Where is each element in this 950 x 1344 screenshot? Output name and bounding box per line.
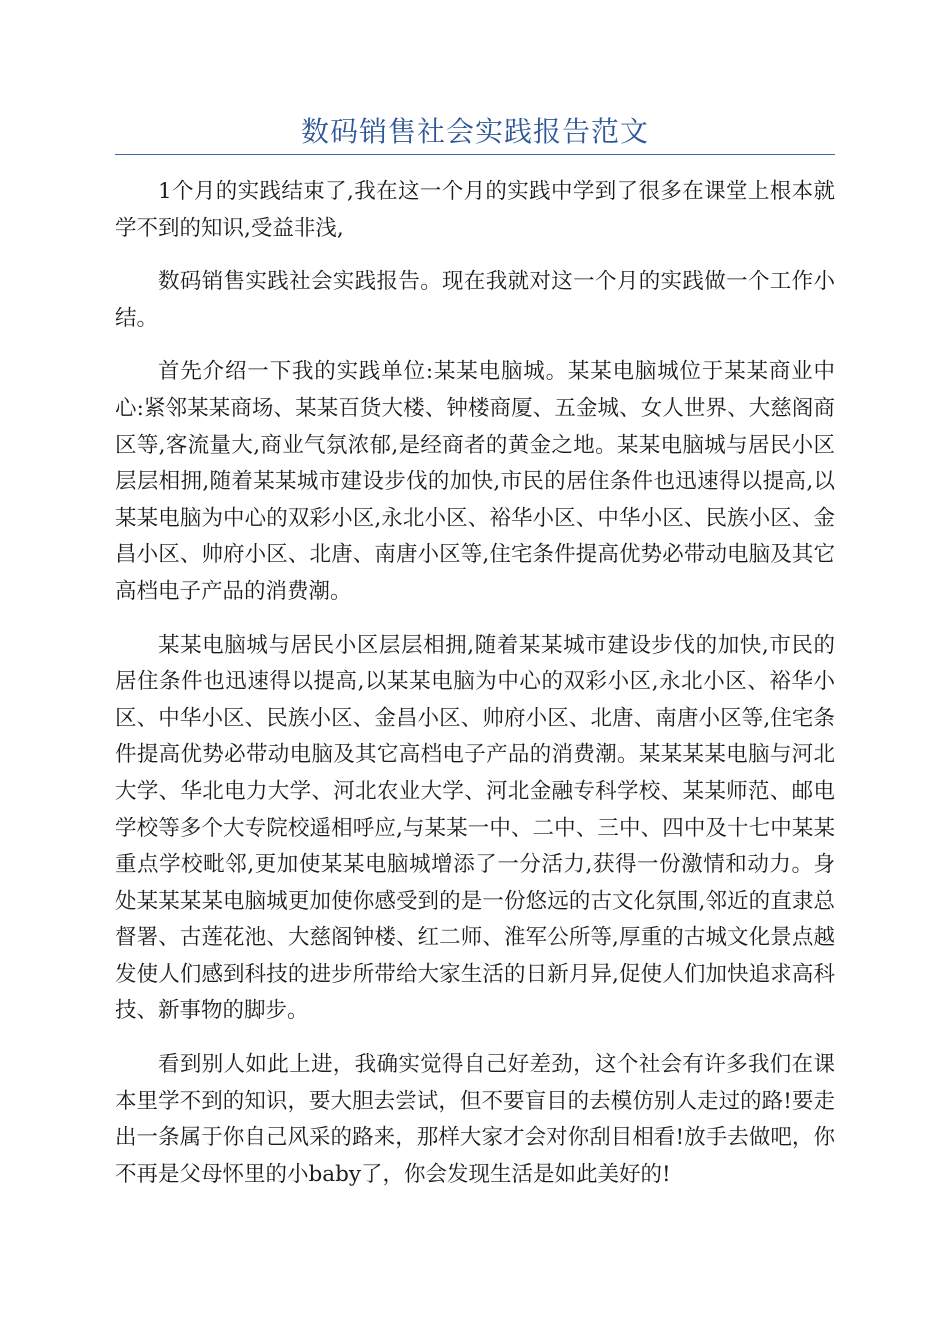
paragraph-surroundings: 某某电脑城与居民小区层层相拥,随着某某城市建设步伐的加快,市民的居住条件也迅速得以提高,以某某电脑为中心的双彩小区,永北小区、裕华小区、中华小区、民族小区、金昌小区、帅府小区、北唐、南唐小区等,住宅条件提高优势必带动电脑及其它高档电子产品的消费潮。某某某某电脑与河北大学、华北电力大学、河北农业大学、河北金融专科学校、某某师范、邮电学校等多个大专院校遥相呼应,与某某一中、二中、三中、四中及十七中某某重点学校毗邻,更加使某某电脑城增添了一分活力,获得一份激情和动力。身处某某某某电脑城更加使你感受到的是一份悠远的古文化氛围,邻近的直隶总督署、古莲花池、大慈阁钟楼、红二师、淮军公所等,厚重的古城文化景点越发使人们感到科技的进步所带给大家生活的日新月异,促使人们加快追求高科技、新事物的脚步。: [115, 632, 835, 1024]
paragraph-practice-unit: 首先介绍一下我的实践单位:某某电脑城。某某电脑城位于某某商业中心:紧邻某某商场、某某百货大楼、钟楼商厦、五金城、女人世界、大慈阁商区等,客流量大,商业气氛浓郁,是经商者的黄金之地。某某电脑城与居民小区层层相拥,随着某某城市建设步伐的加快,市民的居住条件也迅速得以提高,以某某电脑为中心的双彩小区,永北小区、裕华小区、中华小区、民族小区、金昌小区、帅府小区、北唐、南唐小区等,住宅条件提高优势必带动电脑及其它高档电子产品的消费潮。: [115, 359, 835, 604]
paragraph-intro: 1个月的实践结束了,我在这一个月的实践中学到了很多在课堂上根本就学不到的知识,受益非浅,: [115, 179, 835, 241]
paragraph-reflection: 看到别人如此上进，我确实觉得自己好差劲，这个社会有许多我们在课本里学不到的知识，要大胆去尝试，但不要盲目的去模仿别人走过的路!要走出一条属于你自己风采的路来，那样大家才会对你刮目相看!放手去做吧，你不再是父母怀里的小baby了，你会发现生活是如此美好的!: [115, 1052, 835, 1187]
document-title: 数码销售社会实践报告范文: [300, 115, 649, 148]
title-underline-divider: [115, 154, 835, 155]
paragraph-summary: 数码销售实践社会实践报告。现在我就对这一个月的实践做一个工作小结。: [115, 269, 835, 331]
document-body: [115, 174, 835, 1210]
